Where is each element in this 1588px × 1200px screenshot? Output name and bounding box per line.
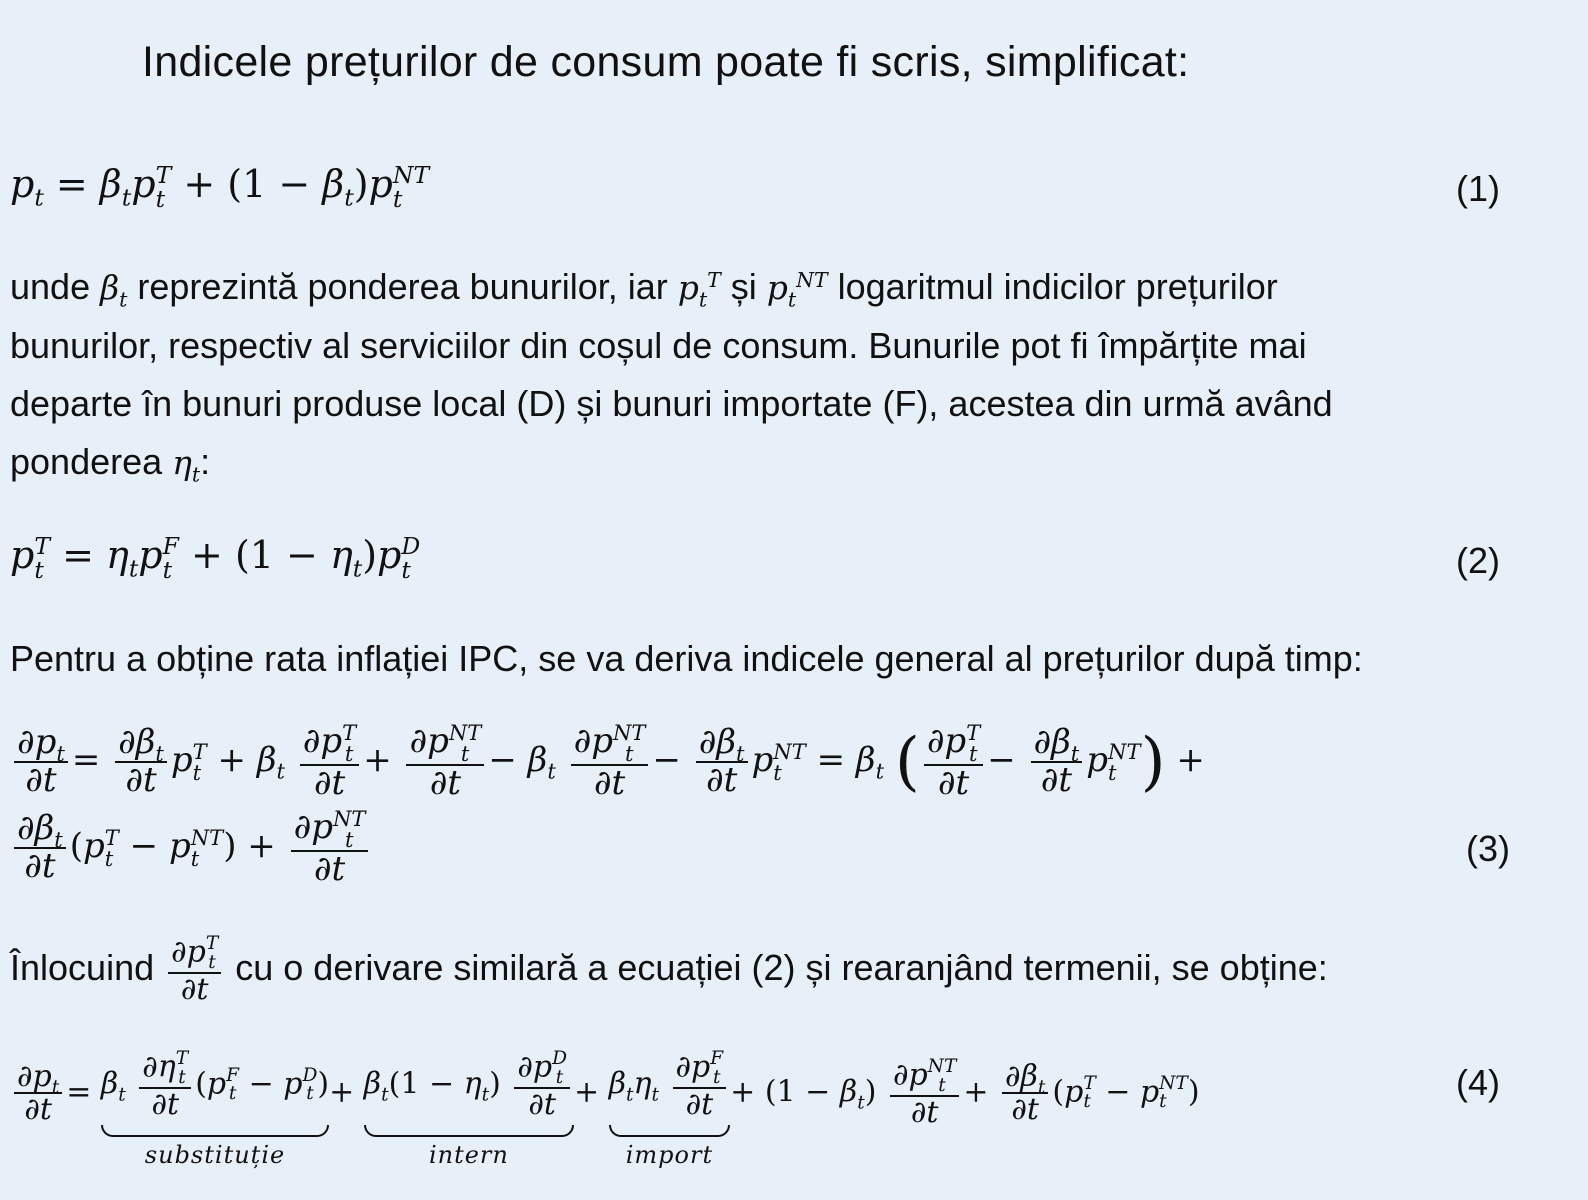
import-brace — [609, 1125, 730, 1137]
paragraph-3-before: Înlocuind — [10, 947, 165, 988]
paragraph-1-part1: unde — [10, 266, 101, 307]
substitution-term: $\beta_t$ ∂η T t ∂t (p F t − p D t ) substituție — [100, 1048, 330, 1169]
paragraph-1-line4b: : — [200, 441, 211, 482]
paragraph-1-part2: reprezintă ponderea bunurilor, iar — [127, 266, 678, 307]
equation-4: $\frac{\partial p_t}{\partial t}$ = $\beta_t$ ∂η T t ∂t (p F t − p D t ) substituție + $\beta_t(1 - \eta_t)$ ∂p D t ∂t intern + $\beta_t\eta_t$ ∂p F t ∂t import + $(1 - \beta_t)$ ∂p NT t ∂t + $\frac{\partial\beta_t}{\partial t}$ (p T t − p NT t ) — [10, 1050, 1200, 1137]
equation-2: p T t = $\eta_tp$ F t + $(1 - \eta_t)p$ D t — [10, 531, 421, 584]
internal-brace — [364, 1125, 574, 1137]
substitution-label: substituție — [144, 1140, 286, 1169]
substitution-brace — [101, 1125, 329, 1137]
page-title: Indicele prețurilor de consum poate fi scris, simplificat: — [142, 38, 1190, 86]
paragraph-1-line3: departe în bunuri produse local (D) și bunuri importate (F), acestea din urmă având — [10, 383, 1333, 424]
paragraph-1-line4a: ponderea — [10, 441, 173, 482]
equation-3-number: (3) — [1466, 828, 1510, 869]
paragraph-1-line2: bunurilor, respectiv al serviciilor din coșul de consum. Bunurile pot fi împărțite mai — [10, 325, 1307, 366]
internal-label: intern — [428, 1140, 509, 1169]
paragraph-3: Înlocuind ∂p T t ∂t cu o derivare similară a ecuației (2) și rearanjând termenii, se obține: — [10, 933, 1328, 1008]
import-label: import — [625, 1140, 714, 1169]
equation-1: $p_t = \beta_tp$ T t + $(1 - \beta_t)p$ NT t — [10, 160, 430, 213]
equation-3-line-1: $\frac{\partial p_t}{\partial t}$ = $\frac{\partial\beta_t}{\partial t}$ p T t + $\beta_t$ ∂p T t ∂t + ∂p NT t ∂t − $\beta_t$ ∂p NT t ∂t − $\frac{\partial\beta_t}{\partial t}$ p NT t = $\beta_t$ ( ∂p T t ∂t − $\frac{\partial\beta_t}{\partial t}$ p NT t ) + — [10, 722, 1205, 802]
paragraph-3-after: cu o derivare similară a ecuației (2) și rearanjând termenii, se obține: — [225, 947, 1328, 988]
paragraph-1-part4: logaritmul indicilor prețurilor — [827, 266, 1278, 307]
equation-1-number: (1) — [1456, 168, 1500, 209]
import-term: $\beta_t\eta_t$ ∂p F t ∂t import — [609, 1050, 730, 1137]
paragraph-1: unde $\beta_t$ reprezintă ponderea bunurilor, iar $p_t^T$ și $p_t^{NT}$ logaritmul indicilor prețurilor bunurilor, respectiv al serviciilor din coșul de consum. Bunurile pot fi împărțite mai departe în bunuri produse local (D) și bunuri importate (F), acestea din urmă având ponderea $\eta_t$: — [10, 258, 1570, 492]
equation-2-number: (2) — [1456, 540, 1500, 581]
paragraph-1-part3: și — [720, 266, 767, 307]
equation-4-number: (4) — [1456, 1062, 1500, 1103]
paragraph-2: Pentru a obține rata inflației IPC, se va deriva indicele general al prețurilor după timp: — [10, 638, 1363, 679]
equation-3-line-2: $\frac{\partial\beta_t}{\partial t}$ (p T t − p NT t ) + ∂p NT t ∂t — [10, 808, 372, 888]
internal-term: $\beta_t(1 - \eta_t)$ ∂p D t ∂t intern — [364, 1050, 574, 1137]
